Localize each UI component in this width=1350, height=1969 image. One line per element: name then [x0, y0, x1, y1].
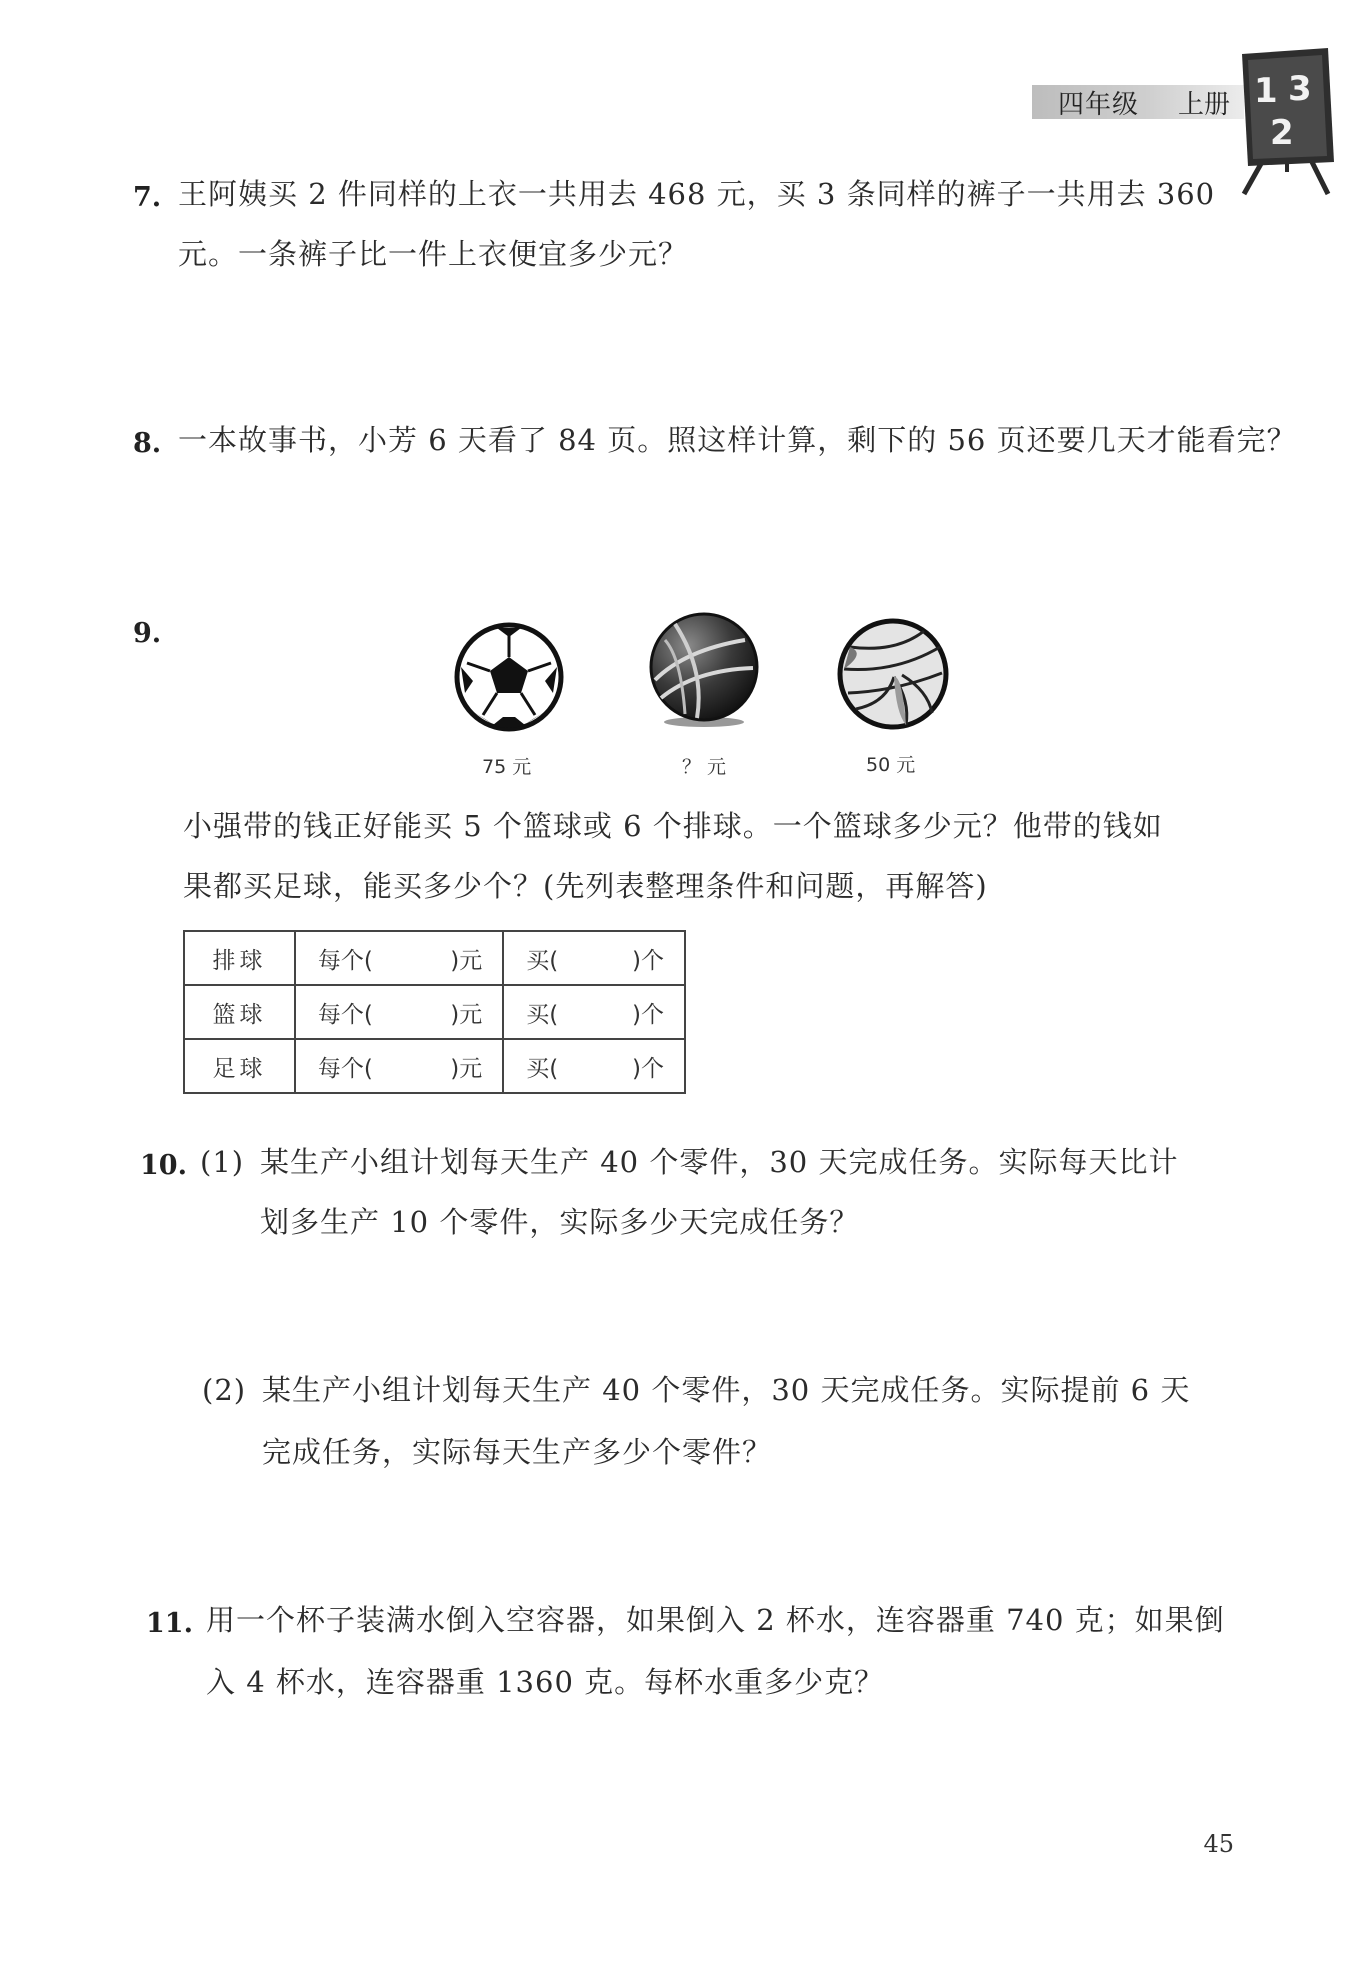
- q7-line-1: 王阿姨买 2 件同样的上衣一共用去 468 元，买 3 条同样的裤子一共用去 360: [178, 177, 1216, 211]
- each-close-label: )元: [450, 947, 483, 974]
- q11-number: 11.: [146, 1608, 193, 1639]
- table-cell-buy-count[interactable]: [503, 931, 685, 985]
- q8-line-1: 一本故事书，小芳 6 天看了 84 页。照这样计算，剩下的 56 页还要几天才能看完？: [178, 423, 1297, 457]
- table-cell-item: 排球: [184, 931, 295, 985]
- page-number: 45: [1203, 1830, 1234, 1858]
- table-cell-each-price[interactable]: [295, 931, 503, 985]
- q7-line-2: 元。一条裤子比一件上衣便宜多少元？: [178, 237, 689, 271]
- buy-open-label: 买(: [526, 1055, 559, 1082]
- table-cell-each-price[interactable]: [295, 985, 503, 1039]
- table-row: [184, 1039, 685, 1093]
- each-close-label: )元: [450, 1001, 483, 1028]
- table-row: [184, 931, 685, 985]
- buy-open-label: 买(: [526, 1001, 559, 1028]
- term-label: 上册: [1178, 90, 1231, 120]
- q10-part1-label: (1): [200, 1145, 245, 1179]
- table-cell-buy-count[interactable]: [503, 1039, 685, 1093]
- q10-part1-line-1: 某生产小组计划每天生产 40 个零件，30 天完成任务。实际每天比计: [260, 1145, 1179, 1179]
- q11-line-1: 用一个杯子装满水倒入空容器，如果倒入 2 杯水，连容器重 740 克；如果倒: [206, 1603, 1225, 1637]
- q10-part2-label: (2): [202, 1373, 247, 1407]
- table-cell-buy-count[interactable]: [503, 985, 685, 1039]
- q10-part2-line-2: 完成任务，实际每天生产多少个零件？: [262, 1435, 773, 1469]
- q7-number: 7.: [133, 182, 162, 213]
- buy-close-label: )个: [632, 947, 664, 974]
- logo-digit-2: 2: [1270, 113, 1294, 153]
- logo-digit-3: 3: [1288, 69, 1312, 109]
- q9-line-1: 小强带的钱正好能买 5 个篮球或 6 个排球。一个篮球多少元？他带的钱如: [183, 809, 1163, 843]
- each-open-label: 每个(: [317, 1055, 373, 1082]
- volleyball-price: 50 元: [866, 754, 916, 776]
- table-row: [184, 985, 685, 1039]
- q9-number: 9.: [133, 618, 162, 649]
- buy-close-label: )个: [632, 1001, 664, 1028]
- q10-part2-line-1: 某生产小组计划每天生产 40 个零件，30 天完成任务。实际提前 6 天: [262, 1373, 1191, 1407]
- table-cell-each-price[interactable]: [295, 1039, 503, 1093]
- chalkboard-logo-icon: [1232, 44, 1338, 204]
- basketball-price: ？ 元: [682, 756, 727, 778]
- volleyball-icon: [836, 617, 950, 731]
- buy-close-label: )个: [632, 1055, 664, 1082]
- table-cell-item: 篮球: [184, 985, 295, 1039]
- soccer-ball-price: 75 元: [482, 756, 532, 778]
- each-open-label: 每个(: [317, 947, 373, 974]
- q9-line-2: 果都买足球，能买多少个？(先列表整理条件和问题，再解答): [183, 869, 988, 903]
- q10-part1-line-2: 划多生产 10 个零件，实际多少天完成任务？: [260, 1205, 860, 1239]
- q9-condition-table: [183, 930, 686, 1094]
- q11-line-2: 入 4 杯水，连容器重 1360 克。每杯水重多少克？: [206, 1665, 885, 1699]
- q8-number: 8.: [133, 428, 162, 459]
- logo-digit-1: 1: [1254, 71, 1278, 111]
- each-close-label: )元: [450, 1055, 483, 1082]
- each-open-label: 每个(: [317, 1001, 373, 1028]
- table-cell-item: 足球: [184, 1039, 295, 1093]
- q10-number: 10.: [140, 1150, 187, 1181]
- buy-open-label: 买(: [526, 947, 559, 974]
- soccer-ball-icon: [453, 621, 565, 733]
- grade-label: 四年级: [1058, 90, 1140, 120]
- basketball-icon: [645, 610, 763, 728]
